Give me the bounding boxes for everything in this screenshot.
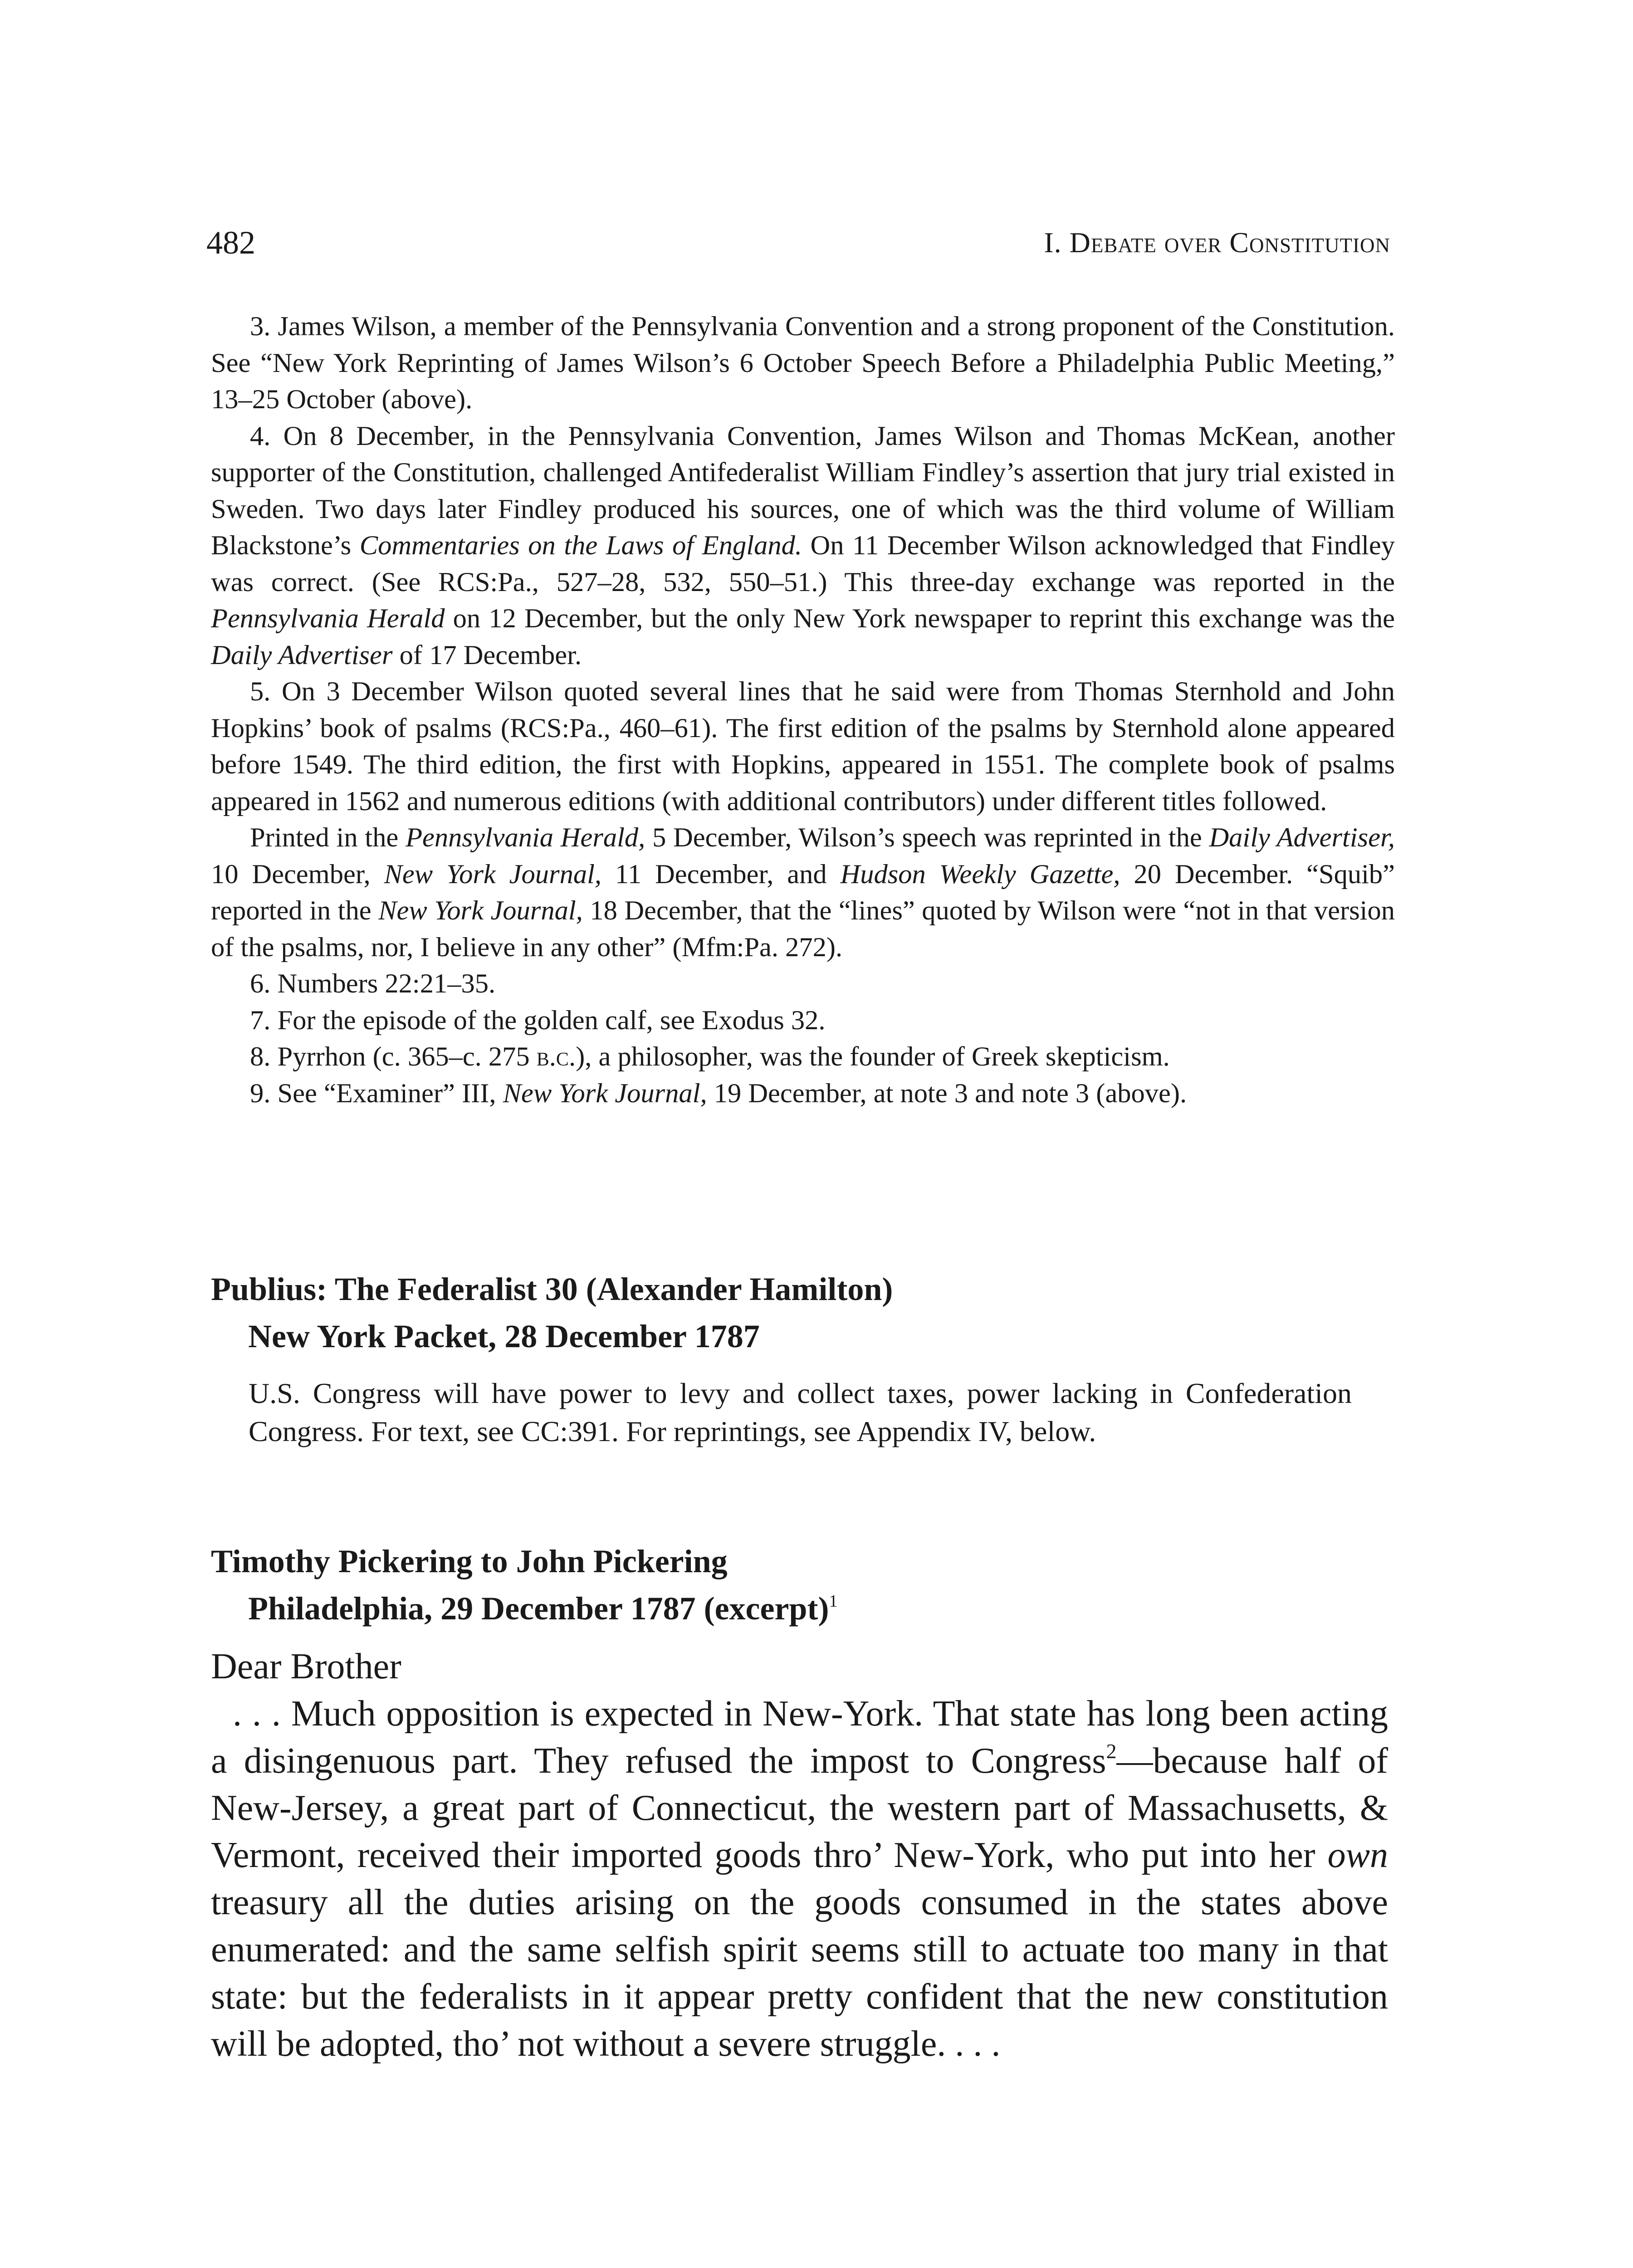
note-8-era: b.c. xyxy=(536,1041,576,1072)
note-5-continued xyxy=(211,820,1395,966)
note-6 xyxy=(211,966,1395,1002)
note-9 xyxy=(211,1075,1395,1112)
note-5b-text-b: 5 December, Wilson’s speech was reprinted in the xyxy=(645,822,1209,853)
note-6-text: 6. Numbers 22:21–35. xyxy=(250,968,496,999)
running-head-title: I. Debate over Constitution xyxy=(1044,226,1390,259)
note-3 xyxy=(211,308,1395,418)
note-4-text-a: 4. On 8 December, in the Pennsylvania Convention, James Wilson and Thomas McKean, another supporter of the Constitution, challenged Antifederalist William Findley’s assertion that jury trial existed in Sweden. Two days later Findley produced his sources, one of which was the third volume of William Blackstone’s xyxy=(211,420,1395,561)
letter-body xyxy=(211,1690,1388,2068)
note-9-title-journal: New York Journal, xyxy=(503,1078,707,1109)
note-4-title-herald: Pennsylvania Herald xyxy=(211,603,445,634)
running-head xyxy=(206,222,1390,263)
page-number: 482 xyxy=(206,225,255,261)
document-title: Timothy Pickering to John Pickering xyxy=(211,1543,728,1579)
letter-text-a: . . . Much opposition is expected in New-York. That state has long been acting a disingenuous part. They refused the impost to Congress xyxy=(211,1694,1388,1781)
note-5-text: 5. On 3 December Wilson quoted several lines that he said were from Thomas Sternhold and John Hopkins’ book of psalms (RCS:Pa., 460–61). The first edition of the psalms by Sternhold alone appeared before 1549. The third edition, the first with Hopkins, appeared in 1551. The complete book of psalms appeared in 1562 and numerous editions (with additional contributors) under different titles followed. xyxy=(211,676,1395,816)
footnote-marker: 1 xyxy=(829,1592,838,1611)
note-5b-title-journal-2: New York Journal, xyxy=(378,895,583,926)
note-4 xyxy=(211,418,1395,674)
letter-paragraph xyxy=(211,1690,1388,2068)
note-8-text-b: ), a philosopher, was the founder of Greek skepticism. xyxy=(576,1041,1170,1072)
letter-emphasis: own xyxy=(1327,1835,1388,1875)
note-9-text-b: 19 December, at note 3 and note 3 (above). xyxy=(707,1078,1187,1109)
endnotes xyxy=(211,308,1395,1112)
letter-salutation: Dear Brother xyxy=(211,1647,401,1686)
note-5b-title-journal: New York Journal, xyxy=(384,859,602,890)
dateline-text: Philadelphia, 29 December 1787 (excerpt) xyxy=(248,1590,829,1627)
letter-text-c: treasury all the duties arising on the goods consumed in the states above enumerated: and the same selfish spirit seems still to actuate too many in that state: but the federalists in it appear pretty confident that the new constitution will be adopted, tho’ not without a severe struggle. . . . xyxy=(211,1882,1388,2064)
note-5b-text-f: 18 December, that the “lines” quoted by Wilson were “not in that version of the psalms, nor, I believe in any other” (Mfm:Pa. 272). xyxy=(211,895,1395,963)
note-5b-title-advertiser: Daily Advertiser, xyxy=(1209,822,1395,853)
document-summary: U.S. Congress will have power to levy and collect taxes, power lacking in Confederation Congress. For text, see CC:391. For reprintings, see Appendix IV, below. xyxy=(249,1377,1352,1447)
note-7-text: 7. For the episode of the golden calf, see Exodus 32. xyxy=(250,1005,826,1036)
document-dateline xyxy=(211,1585,1395,1632)
note-5b-text-c: 10 December, xyxy=(211,859,384,890)
note-4-text-d: of 17 December. xyxy=(392,640,582,670)
note-4-text-b: On 11 December Wilson acknowledged that Findley was correct. (See RCS:Pa., 527–28, 532, 550–51.) This three-day exchange was reported in the xyxy=(211,530,1395,597)
document-heading-federalist-30 xyxy=(211,1266,1395,1360)
note-5b-title-herald: Pennsylvania Herald, xyxy=(406,822,645,853)
note-7 xyxy=(211,1002,1395,1039)
footnote-marker: 2 xyxy=(1106,1740,1117,1763)
note-4-text-c: on 12 December, but the only New York newspaper to reprint this exchange was the xyxy=(445,603,1395,634)
note-4-title-commentaries: Commentaries on the Laws of England. xyxy=(359,530,802,561)
note-5b-title-gazette: Hudson Weekly Gazette, xyxy=(840,859,1120,890)
document-title: Publius: The Federalist 30 (Alexander Hamilton) xyxy=(211,1271,893,1307)
note-5b-text-d: 11 December, and xyxy=(601,859,841,890)
note-5b-text-e: 20 December. “Squib” reported in the xyxy=(211,859,1395,926)
note-5b-text-a: Printed in the xyxy=(250,822,406,853)
note-8 xyxy=(211,1039,1395,1075)
note-9-text-a: 9. See “Examiner” III, xyxy=(250,1078,503,1109)
note-5 xyxy=(211,674,1395,820)
document-dateline: New York Packet, 28 December 1787 xyxy=(248,1318,760,1354)
document-heading-pickering-letter xyxy=(211,1538,1395,1632)
note-4-title-advertiser: Daily Advertiser xyxy=(211,640,393,670)
letter-text-b: —because half of New-Jersey, a great part of Connecticut, the western part of Massachusetts, & Vermont, received their imported goods thro’ New-York, who put into her xyxy=(211,1741,1388,1875)
note-3-text: 3. James Wilson, a member of the Pennsylvania Convention and a strong proponent of the Constitution. See “New York Reprinting of James Wilson’s 6 October Speech Before a Philadelphia Public Meeting,” 13–25 October (above). xyxy=(211,311,1395,415)
note-8-text-a: 8. Pyrrhon (c. 365–c. 275 xyxy=(250,1041,537,1072)
